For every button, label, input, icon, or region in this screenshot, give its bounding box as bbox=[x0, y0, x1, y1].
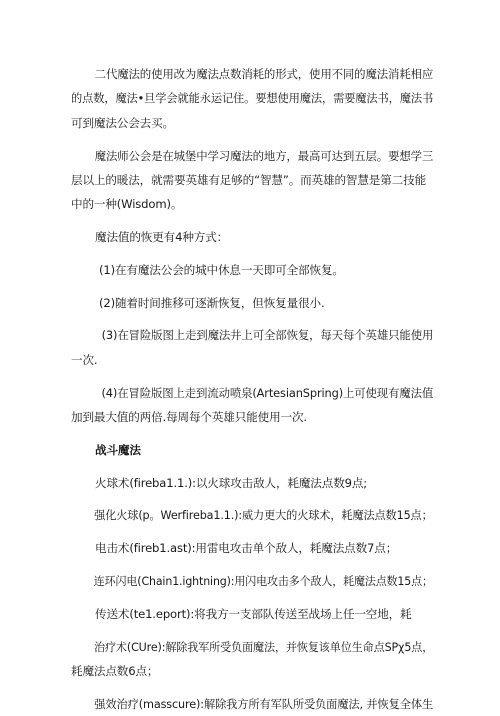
paragraph-line: 二代魔法的使用改为魔法点数消耗的形式，使用不同的魔法消耗相应 bbox=[94, 67, 434, 81]
spell-entry: 连环闪电(Chain1.ightning):用闪电攻击多个敌人，耗魔法点数15点； bbox=[93, 573, 433, 588]
paragraph-line: 层以上的暖法，就需要英雄有足够的“智慧”。而英雄的智慧是第二技能 bbox=[71, 172, 427, 187]
paragraph-line: 中的一种(Wisdom)。 bbox=[71, 197, 183, 212]
paragraph-line: 可到魔法公会去买。 bbox=[71, 115, 174, 130]
section-heading: 战斗魔法 bbox=[95, 442, 141, 457]
document-body bbox=[71, 62, 433, 716]
spell-entry: 强效治疗(masscure):解除我方所有军队所受负面魔法, 并恢复全体生 bbox=[94, 696, 434, 711]
spell-entry: 强化火球(p。Werfireba1.1.):威力更大的火球术，耗魔法点数15点； bbox=[94, 508, 433, 523]
paragraph-line: 的点数，魔法•旦学会就能永运记住。要想使用魔法，需要魔法书，魔法书 bbox=[71, 91, 434, 106]
spell-entry: 电击术(fireb1.ast):用雷电攻击单个敌人，耗魔法点数7点； bbox=[95, 541, 398, 556]
spell-entry: 火球术(fireba1.1.):以火球攻击敌人，耗魔法点数9点; bbox=[95, 475, 368, 490]
spell-entry: 治疗术(CUre):解除我军所受负面魔法，并恢复该单位生命点SPχ5点， bbox=[93, 639, 434, 654]
paragraph-line: 耗魔法点数6点； bbox=[71, 663, 159, 678]
paragraph-line: 魔法师公会是在城堡中学习魔法的地方，最高可达到五层。要想学三 bbox=[94, 148, 434, 163]
list-item: (3)在冒险版图上走到魔法井上可全部恢复，每天每个英雄只能使用 bbox=[101, 328, 434, 343]
list-item: (1)在有魔法公会的城中休息一天即可全部恢复。 bbox=[99, 262, 344, 277]
paragraph-line: 魔法值的恢更有4种方式： bbox=[95, 230, 229, 245]
list-item: (2)随着时间推移可逐渐恢复，但恢复量很小. bbox=[99, 295, 325, 310]
spell-entry: 传送术(te1.eport):将我方一支部队传送至战场上任一空地，耗 bbox=[95, 606, 412, 621]
paragraph-line: 一次. bbox=[71, 352, 98, 367]
paragraph-line: 加到最大值的两倍.每周每个英雄只能使用一次. bbox=[71, 410, 307, 425]
list-item: (4)在冒险版图上走到流动喷泉(ArtesianSpring)上可使现有魔法值 bbox=[101, 385, 434, 400]
